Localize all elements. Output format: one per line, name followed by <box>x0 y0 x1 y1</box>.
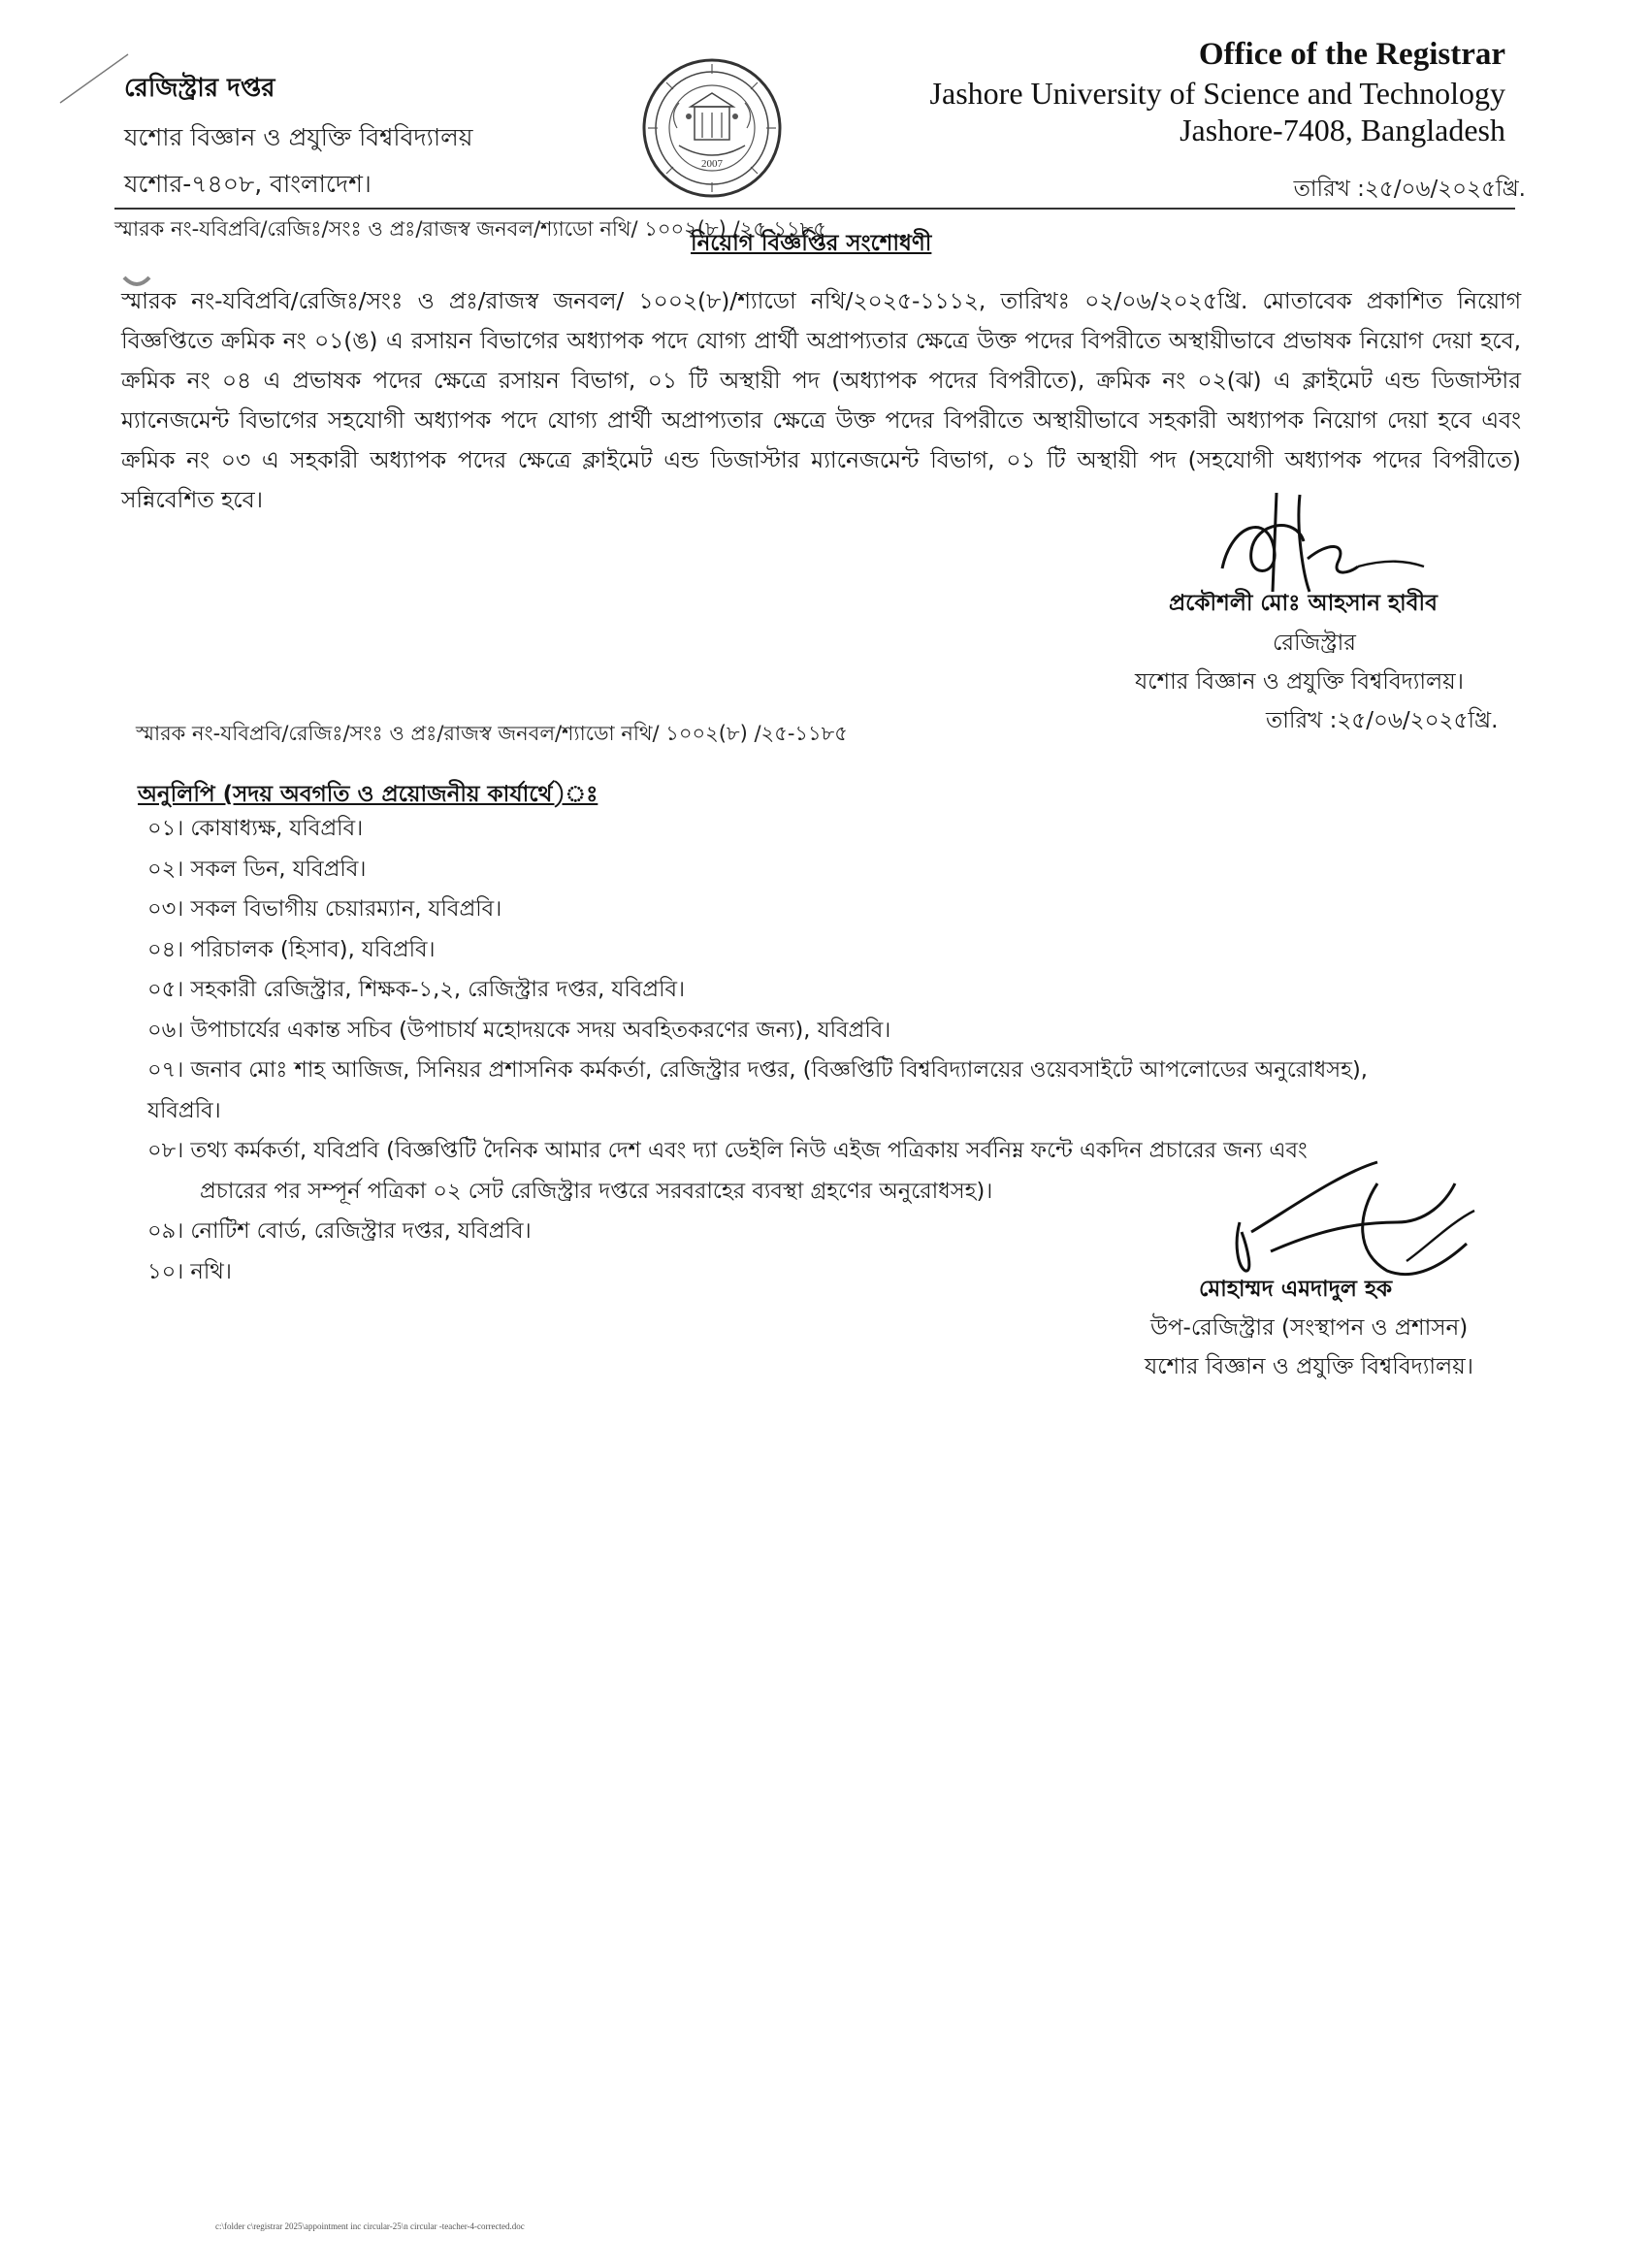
registrar-institution: যশোর বিজ্ঞান ও প্রযুক্তি বিশ্ববিদ্যালয়। <box>1135 669 1464 695</box>
list-item: ০২। সকল ডিন, যবিপ্রবি। <box>147 856 367 882</box>
notice-title: নিয়োগ বিজ্ঞপ্তির সংশোধণী <box>691 231 932 256</box>
university-name-bn: যশোর বিজ্ঞান ও প্রযুক্তি বিশ্ববিদ্যালয় <box>124 123 473 151</box>
list-item: ০৮। তথ্য কর্মকর্তা, যবিপ্রবি (বিজ্ঞপ্তিটি দৈনিক আমার দেশ এবং দ্যা ডেইলি নিউ এইজ পত্রিকায় সর্বনিম্ন ফন্টে একদিন প্রচারের জন্য এবং <box>147 1138 1308 1163</box>
deputy-registrar-institution: যশোর বিজ্ঞান ও প্রযুক্তি বিশ্ববিদ্যালয়। <box>1145 1354 1473 1379</box>
list-item: ০৫। সহকারী রেজিস্ট্রার, শিক্ষক-১,২, রেজিস্ট্রার দপ্তর, যবিপ্রবি। <box>147 977 686 1002</box>
notice-body: স্মারক নং-যবিপ্রবি/রেজিঃ/সংঃ ও প্রঃ/রাজস্ব জনবল/ ১০০২(৮)/শ্যাডো নথি/২০২৫-১১১২, তারিখঃ ০২/০৬/২০২৫খ্রি. মোতাবেক প্রকাশিত নিয়োগ বিজ্ঞপ্তিতে ক্রমিক নং ০১(ঙ) এ রসায়ন বিভাগের অধ্যাপক পদে যোগ্য প্রার্থী অপ্রাপ্যতার ক্ষেত্রে উক্ত পদের বিপরীতে অস্থায়ীভাবে প্রভাষক নিয়োগ দেয়া হবে, ক্রমিক নং ০৪ এ প্রভাষক পদের ক্ষেত্রে রসায়ন বিভাগ, ০১ টি অস্থায়ী পদ (অধ্যাপক পদের বিপরীতে), ক্রমিক নং ০২(ঝ) এ ক্লাইমেট এন্ড ডিজাস্টার ম্যানেজমেন্ট বিভাগের সহযোগী অধ্যাপক পদে যোগ্য প্রার্থী অপ্রাপ্যতার ক্ষেত্রে উক্ত পদের বিপরীতে অস্থায়ীভাবে সহকারী অধ্যাপক নিয়োগ দেয়া হবে এবং ক্রমিক নং ০৩ এ সহকারী অধ্যাপক পদের ক্ষেত্রে ক্লাইমেট এন্ড ডিজাস্টার ম্যানেজমেন্ট বিভাগ, ০১ টি অস্থায়ী পদ (সহযোগী অধ্যাপক পদের বিপরীতে) সন্নিবেশিত হবে। <box>121 288 1521 513</box>
deputy-registrar-designation: উপ-রেজিস্ট্রার (সংস্থাপন ও প্রশাসন) <box>1150 1315 1469 1341</box>
list-item: ০৪। পরিচালক (হিসাব), যবিপ্রবি। <box>147 936 436 962</box>
copy-reference: স্মারক নং-যবিপ্রবি/রেজিঃ/সংঃ ও প্রঃ/রাজস্ব জনবল/শ্যাডো নথি/ ১০০২(৮) /২৫-১১৮৫ <box>136 722 848 745</box>
deputy-registrar-name: মোহাম্মদ এমদাদুল হক <box>1199 1277 1393 1302</box>
file-path-footer: c:\folder c\registrar 2025\appointment inc circular-25\n circular -teacher-4-corrected.doc <box>215 2221 525 2231</box>
pen-mark-decoration <box>56 49 134 107</box>
list-item: ০৭। জনাব মোঃ শাহ আজিজ, সিনিয়র প্রশাসনিক কর্মকর্তা, রেজিস্ট্রার দপ্তর, (বিজ্ঞপ্তিটি বিশ্ববিদ্যালয়ের ওয়েবসাইটে আপলোডের অনুরোধসহ), <box>147 1057 1368 1083</box>
list-item: ০৬। উপাচার্যের একান্ত সচিব (উপাচার্য মহোদয়কে সদয় অবহিতকরণের জন্য), যবিপ্রবি। <box>147 1017 891 1043</box>
memo-reference: স্মারক নং-যবিপ্রবি/রেজিঃ/সংঃ ও প্রঃ/রাজস্ব জনবল/শ্যাডো নথি/ ১০০২(৮) /২৫-১১৮৫ <box>114 217 826 241</box>
office-name-en: Office of the Registrar <box>1198 37 1505 72</box>
copy-heading: অনুলিপি (সদয় অবগতি ও প্রয়োজনীয় কার্যার্থে)ঃ <box>138 782 598 807</box>
list-item-continuation: প্রচারের পর সম্পূর্ন পত্রিকা ০২ সেট রেজিস্ট্রার দপ্তরে সরবরাহের ব্যবস্থা গ্রহণের অনুরোধসহ)। <box>200 1178 993 1204</box>
address-bn: যশোর-৭৪০৮, বাংলাদেশ। <box>124 170 372 198</box>
list-item: ০১। কোষাধ্যক্ষ, যবিপ্রবি। <box>147 816 364 841</box>
university-seal-logo <box>640 56 784 200</box>
registrar-date: তারিখ :২৫/০৬/২০২৫খ্রি. <box>1266 708 1499 733</box>
university-name-en: Jashore University of Science and Technology <box>929 76 1505 111</box>
registrar-name: প্রকৌশলী মোঃ আহসান হাবীব <box>1169 591 1438 616</box>
list-item: ০৯। নোটিশ বোর্ড, রেজিস্ট্রার দপ্তর, যবিপ্রবি। <box>147 1218 532 1244</box>
seal-year: 2007 <box>701 158 723 170</box>
office-name-bn: রেজিস্ট্রার দপ্তর <box>124 74 275 103</box>
registrar-designation: রেজিস্ট্রার <box>1273 631 1356 656</box>
memo-date: তারিখ :২৫/০৬/২০২৫খ্রি. <box>1293 177 1526 202</box>
list-item: ০৩। সকল বিভাগীয় চেয়ারম্যান, যবিপ্রবি। <box>147 896 502 922</box>
list-item-continuation: যবিপ্রবি। <box>147 1097 221 1123</box>
address-en: Jashore-7408, Bangladesh <box>1180 113 1505 147</box>
deputy-registrar-signature <box>1212 1154 1484 1280</box>
list-item: ১০। নথি। <box>147 1258 232 1284</box>
